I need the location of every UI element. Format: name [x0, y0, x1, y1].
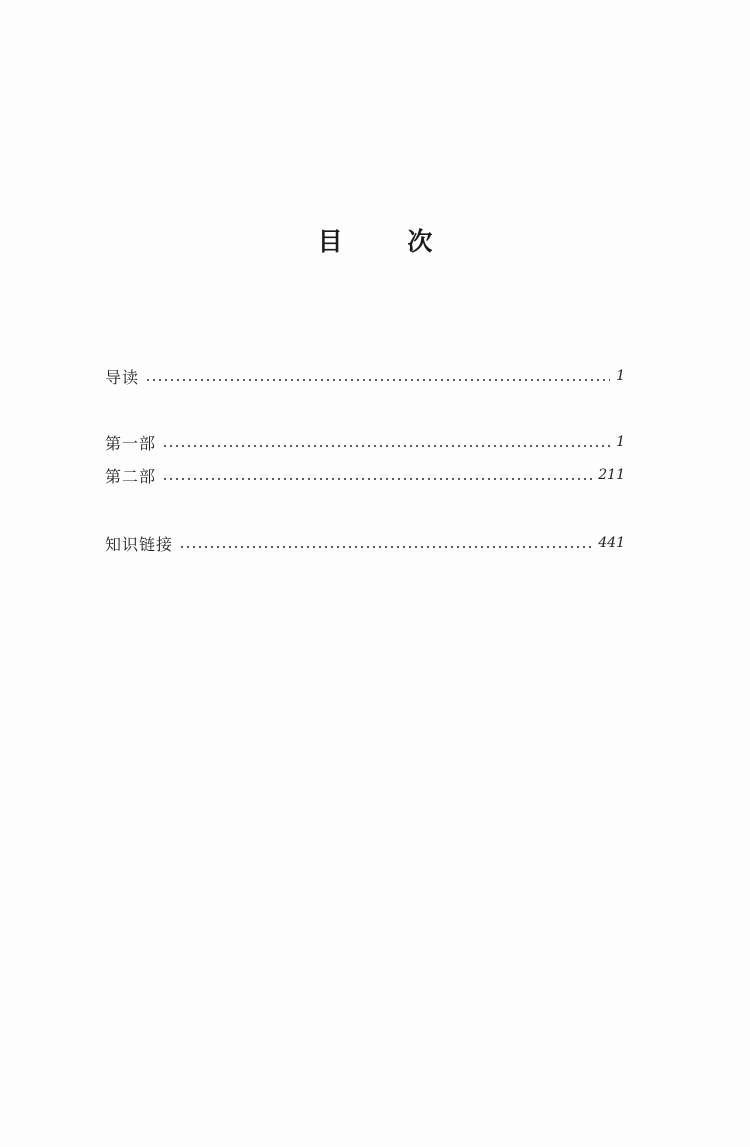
toc-entry-page-number: 1	[616, 368, 625, 384]
toc-entry-part-one[interactable]	[105, 430, 625, 454]
table-of-contents	[105, 0, 625, 1147]
toc-entry-part-two[interactable]	[105, 463, 625, 487]
toc-entry-page-number: 1	[616, 434, 625, 450]
toc-entry-label: 第二部	[105, 466, 157, 486]
toc-entry-knowledge-links[interactable]	[105, 531, 625, 555]
toc-entry-label: 导读	[105, 367, 140, 387]
dot-leader	[145, 379, 610, 381]
dot-leader	[179, 546, 592, 548]
toc-entry-label: 知识链接	[105, 534, 174, 554]
toc-entry-page-number: 441	[598, 535, 625, 551]
toc-entry-page-number: 211	[598, 467, 625, 483]
page-title: 目 次	[317, 227, 461, 256]
dot-leader	[162, 445, 610, 447]
toc-entry-label: 第一部	[105, 433, 157, 453]
toc-entry-introduction[interactable]	[105, 364, 625, 388]
dot-leader	[162, 478, 592, 480]
